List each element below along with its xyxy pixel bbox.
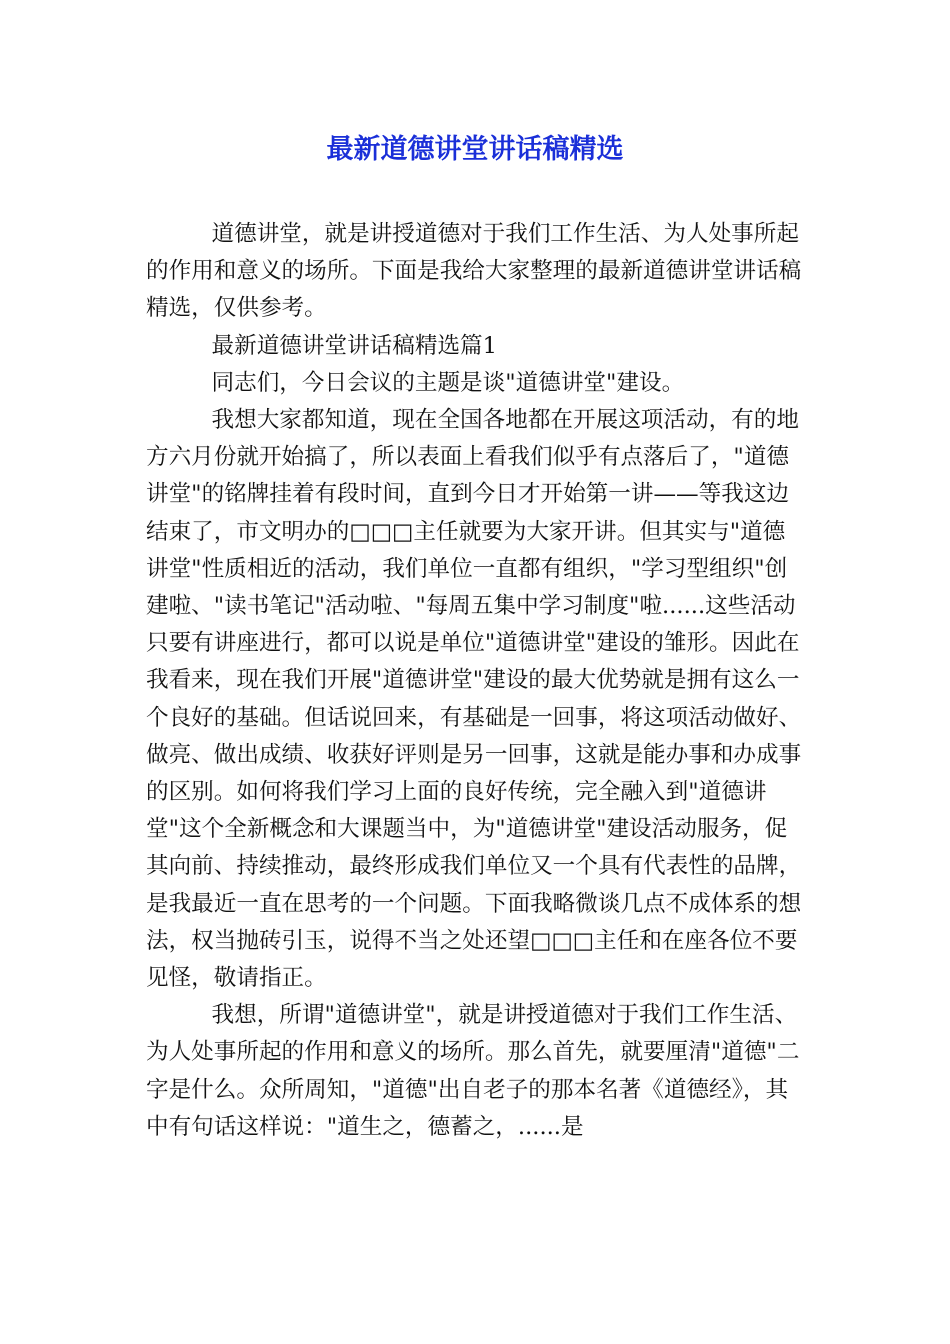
body-paragraph: 我想大家都知道，现在全国各地都在开展这项活动，有的地方六月份就开始搞了，所以表面上看我们似乎有点落后了，"道德讲堂"的铭牌挂着有段时间，直到今日才开始第一讲——等我这边结束了，市文明办的□□□主任就要为大家开讲。但其实与"道德讲堂"性质相近的活动，我们单位一直都有组织，"学习型组织"创建啦、"读书笔记"活动啦、"每周五集中学习制度"啦......这些活动只要有讲座进行，都可以说是单位"道德讲堂"建设的雏形。因此在我看来，现在我们开展"道德讲堂"建设的最大优势就是拥有这么一个良好的基础。但话说回来，有基础是一回事，将这项活动做好、做亮、做出成绩、收获好评则是另一回事，这就是能办事和办成事的区别。如何将我们学习上面的良好传统，完全融入到"道德讲堂"这个全新概念和大课题当中，为"道德讲堂"建设活动服务，促其向前、持续推动，最终形成我们单位又一个具有代表性的品牌，是我最近一直在思考的一个问题。下面我略微谈几点不成体系的想法，权当抛砖引玉，说得不当之处还望□□□主任和在座各位不要见怪，敬请指正。 (146, 407, 802, 992)
body-paragraph: 同志们，今日会议的主题是谈"道德讲堂"建设。 (211, 369, 685, 396)
intro-paragraph: 道德讲堂，就是讲授道德对于我们工作生活、为人处事所起的作用和意义的场所。下面是我给大家整理的最新道德讲堂讲话稿精选，仅供参考。 (146, 221, 802, 322)
document-body (146, 216, 806, 1146)
body-paragraph: 我想，所谓"道德讲堂"，就是讲授道德对于我们工作生活、为人处事所起的作用和意义的场所。那么首先，就要厘清"道德"二字是什么。众所周知，"道德"出自老子的那本名著《道德经》，其中有句话这样说："道生之，德蓄之，......是 (146, 1002, 800, 1140)
section-heading: 最新道德讲堂讲话稿精选篇1 (211, 332, 498, 359)
document-title: 最新道德讲堂讲话稿精选 (326, 134, 624, 165)
